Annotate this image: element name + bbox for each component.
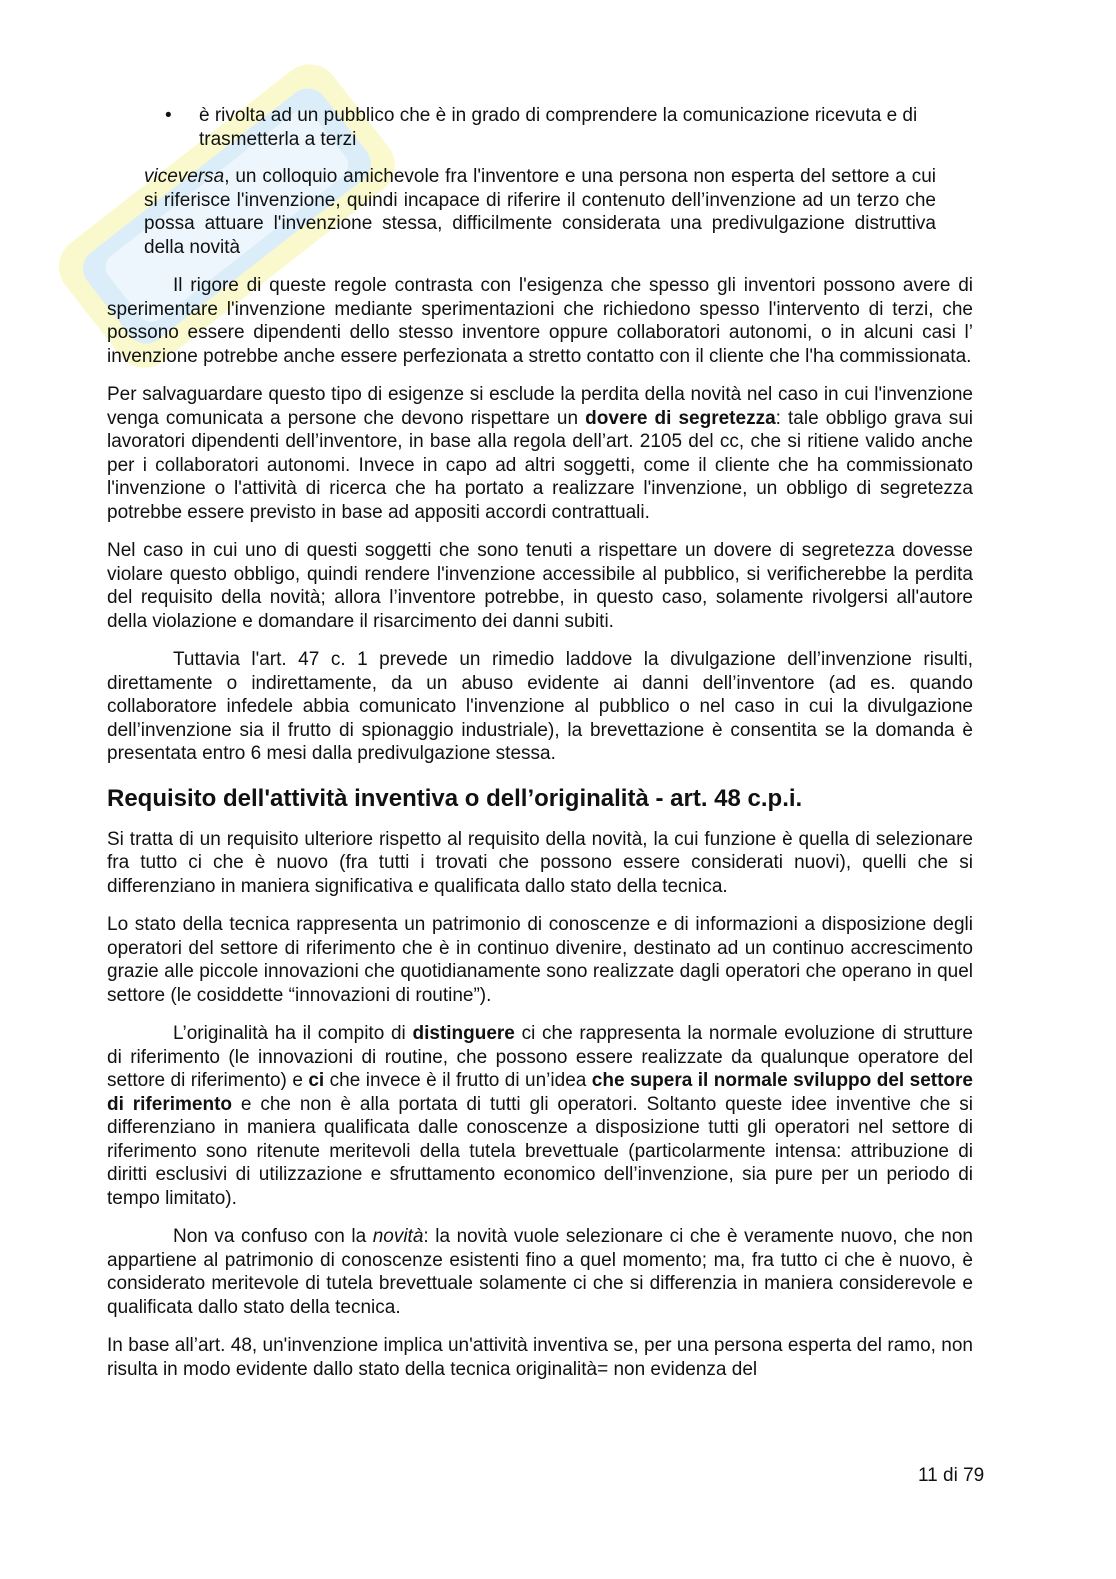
document-body bbox=[107, 104, 973, 1396]
paragraph-requisito: Si tratta di un requisito ulteriore rispetto al requisito della novità, la cui funzione è quella di selezionare fra tutto ci che è nuovo (fra tutti i trovati che possono essere considerati nuovi), quelli che si differenziano in maniera significativa e qualificata dallo stato della tecnica. bbox=[107, 828, 973, 897]
p8-text-c: : la novità vuole selezionare ci che è veramente nuovo, che non appartiene al patrimonio di conoscenze esistenti fino a quel momento; ma, fra tutto ci che è nuovo, è considerato meritevole di tutela brevettuale solamente ci che si differenzia in maniera considerevole e qualificata dallo stato della tecnica. bbox=[107, 1226, 973, 1318]
bullet-item bbox=[107, 104, 973, 151]
p7-text-a: L’originalità ha il compito di bbox=[173, 1023, 413, 1044]
viceversa-paragraph bbox=[144, 165, 936, 259]
paragraph-rigore: Il rigore di queste regole contrasta con l'esigenza che spesso gli inventori possono avere di sperimentare l'invenzione mediante sperimentazioni che richiedono spesso l'intervento di terzi, che possono essere dipendenti dello stesso inventore oppure collaboratori autonomi, o in alcuni casi l’ invenzione potrebbe anche essere perfezionata a stretto contatto con il cliente che l'ha commissionata. bbox=[107, 275, 973, 367]
paragraph-violazione: Nel caso in cui uno di questi soggetti che sono tenuti a rispettare un dovere di segretezza dovesse violare questo obbligo, quindi rendere l'invenzione accessibile al pubblico, si verificherebbe la perdita del requisito della novità; allora l’inventore potrebbe, in questo caso, solamente rivolgersi all'autore della violazione e domandare il risarcimento dei danni subiti. bbox=[107, 540, 973, 632]
p7-text-c: ci che rappresenta la normale evoluzione di strutture di riferimento (le innovazioni di routine, che possono essere realizzate da qualunque operatore del settore di riferimento) e bbox=[107, 1023, 973, 1091]
paragraph-novita bbox=[107, 1225, 973, 1319]
bullet-text: è rivolta ad un pubblico che è in grado di comprendere la comunicazione ricevuta e di trasmetterla a terzi bbox=[199, 105, 918, 150]
viceversa-text: , un colloquio amichevole fra l'inventore e una persona non esperta del settore a cui si riferisce l'invenzione, quindi incapace di riferire il contenuto dell’invenzione ad un terzo che possa attuare l'invenzione stessa, difficilmente considerata una predivulgazione distruttiva della novità bbox=[144, 166, 936, 258]
p7-bold-b: distinguere bbox=[412, 1023, 515, 1044]
paragraph-originalita bbox=[107, 1022, 973, 1210]
p2-bold: dovere di segretezza bbox=[585, 407, 776, 429]
paragraph-segretezza bbox=[107, 383, 973, 524]
paragraph-stato-tecnica: Lo stato della tecnica rappresenta un patrimonio di conoscenze e di informazioni a disposizione degli operatori del settore di riferimento che è in continuo divenire, destinato ad un continuo accrescimento grazie alle piccole innovazioni che quotidianamente sono realizzate dagli operatori che operano in quel settore (le cosiddette “innovazioni di routine”). bbox=[107, 914, 973, 1006]
p7-text-e: che invece è il frutto di un’idea bbox=[324, 1070, 592, 1091]
page-number: 11 di 79 bbox=[918, 1465, 985, 1486]
p8-italic: novità bbox=[372, 1226, 424, 1247]
paragraph-art48: In base all’art. 48, un'invenzione implica un'attività inventiva se, per una persona esperta del ramo, non risulta in modo evidente dallo stato della tecnica originalità= non evidenza del bbox=[107, 1335, 973, 1380]
paragraph-art47: Tuttavia l'art. 47 c. 1 prevede un rimedio laddove la divulgazione dell’invenzione risulti, direttamente o indirettamente, da un abuso evidente ai danni dell’inventore (ad es. quando collaboratore infedele abbia comunicato l'invenzione al pubblico o nel caso in cui la divulgazione dell’invenzione sia il frutto di spionaggio industriale), la brevettazione è consentita se la domanda è presentata entro 6 mesi dalla predivulgazione stessa. bbox=[107, 649, 973, 764]
p7-bold-d: ci bbox=[308, 1070, 325, 1091]
bullet-marker: • bbox=[165, 105, 172, 126]
p7-bold-f: che supera il normale sviluppo del settore di riferimento bbox=[107, 1070, 973, 1115]
viceversa-word: viceversa bbox=[144, 166, 225, 187]
p2-text-a: Per salvaguardare questo tipo di esigenze si esclude la perdita della novità nel caso in cui l'invenzione venga comunicata a persone che devono rispettare un bbox=[107, 384, 973, 429]
p7-text-g: e che non è alla portata di tutti gli operatori. Soltanto queste idee inventive che si differenziano in maniera qualificata dalle conoscenze a disposizione tutti gli operatori nel settore di riferimento sono ritenute meritevoli della tutela brevettuale (particolarmente intensa: attribuzione di diritti esclusivi di utilizzazione e sfruttamento economico dell’invenzione, sia pure per un periodo di tempo limitato). bbox=[107, 1093, 973, 1209]
p8-text-a: Non va confuso con la bbox=[173, 1226, 373, 1247]
p2-text-c: : tale obbligo grava sui lavoratori dipendenti dell’inventore, in base alla regola dell’art. 2105 del cc, che si ritiene valido anche per i collaboratori autonomi. Invece in capo ad altri soggetti, come il cliente che ha commissionato l'invenzione o l'attività di ricerca che ha portato a realizzare l'invenzione, un obbligo di segretezza potrebbe essere previsto in base ad appositi accordi contrattuali. bbox=[107, 407, 973, 523]
section-heading: Requisito dell'attività inventiva o dell’originalità - art. 48 c.p.i. bbox=[107, 784, 803, 812]
